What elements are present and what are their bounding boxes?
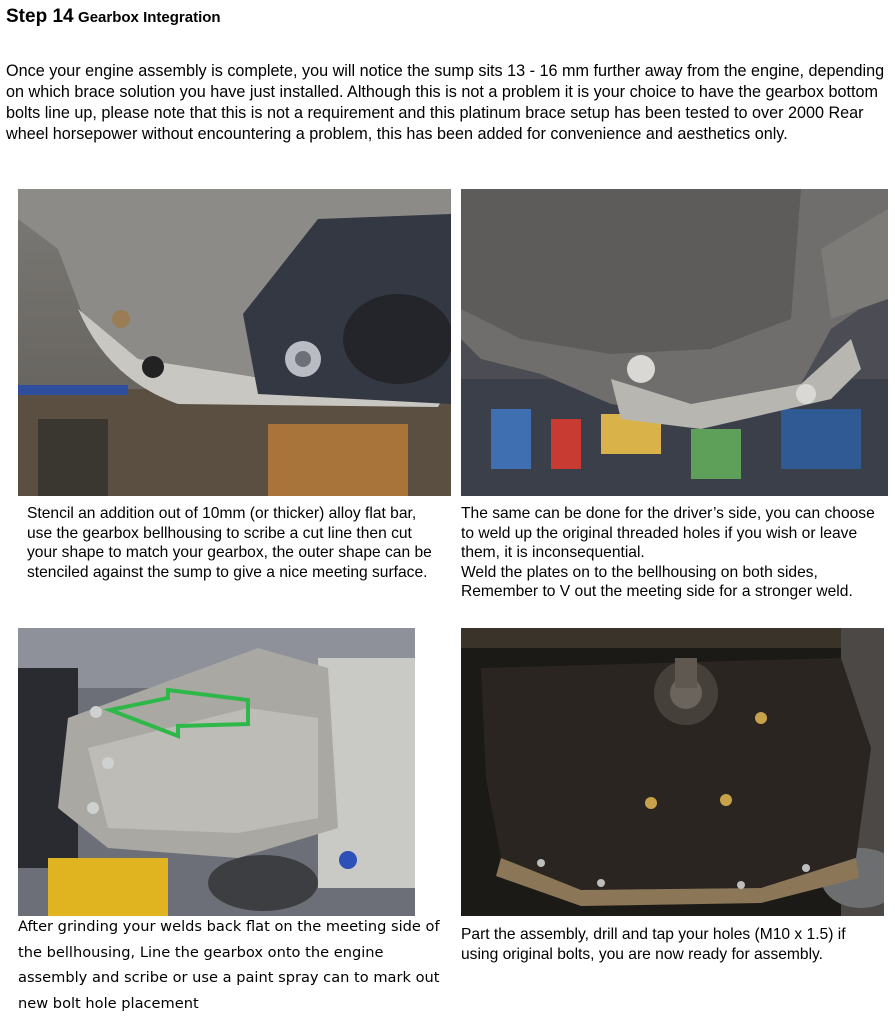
page-title <box>6 6 221 28</box>
caption-top-right-text-1: The same can be done for the driver’s side, you can choose to weld up the original threaded holes if you wish or leave them, it is inconsequential. <box>461 505 875 561</box>
step-title: Gearbox Integration <box>78 9 221 26</box>
photo-sump-weld-left <box>18 189 451 496</box>
caption-bottom-right-text: Part the assembly, drill and tap your holes (M10 x 1.5) if using original bolts, you are now ready for assembly. <box>461 926 846 963</box>
intro-paragraph: Once your engine assembly is complete, you will notice the sump sits 13 - 16 mm further away from the engine, depending on which brace solution you have just installed. Although this is not a problem it is your choice to have the gearbox bottom bolts line up, please note that this is not a requirement and this platinum brace setup has been tested to over 2000 Rear wheel horsepower without encountering a problem, this has been added for convenience and aesthetics only. <box>6 62 885 143</box>
caption-top-left-text: Stencil an addition out of 10mm (or thicker) alloy flat bar, use the gearbox bellhousing to scribe a cut line then cut your shape to match your gearbox, the outer shape can be stenciled against the sump to give a nice meeting surface. <box>27 505 432 581</box>
caption-top-right-text-2: Weld the plates on to the bellhousing on both sides, Remember to V out the meeting side for a stronger weld. <box>461 563 853 600</box>
caption-top-left <box>27 504 437 582</box>
photo-engine-plate <box>461 628 884 916</box>
step-label: Step 14 <box>6 6 74 27</box>
photo-gearbox-scribe <box>18 628 415 916</box>
caption-bottom-left-text: After grinding your welds back flat on the meeting side of the bellhousing, Line the gearbox onto the engine assembly and scribe or use a paint spray can to mark out new bolt hole placement <box>18 918 440 1012</box>
caption-top-right <box>461 504 881 602</box>
photo-sump-weld-right <box>461 189 888 496</box>
caption-bottom-right <box>461 925 881 964</box>
caption-bottom-left <box>18 914 448 1016</box>
